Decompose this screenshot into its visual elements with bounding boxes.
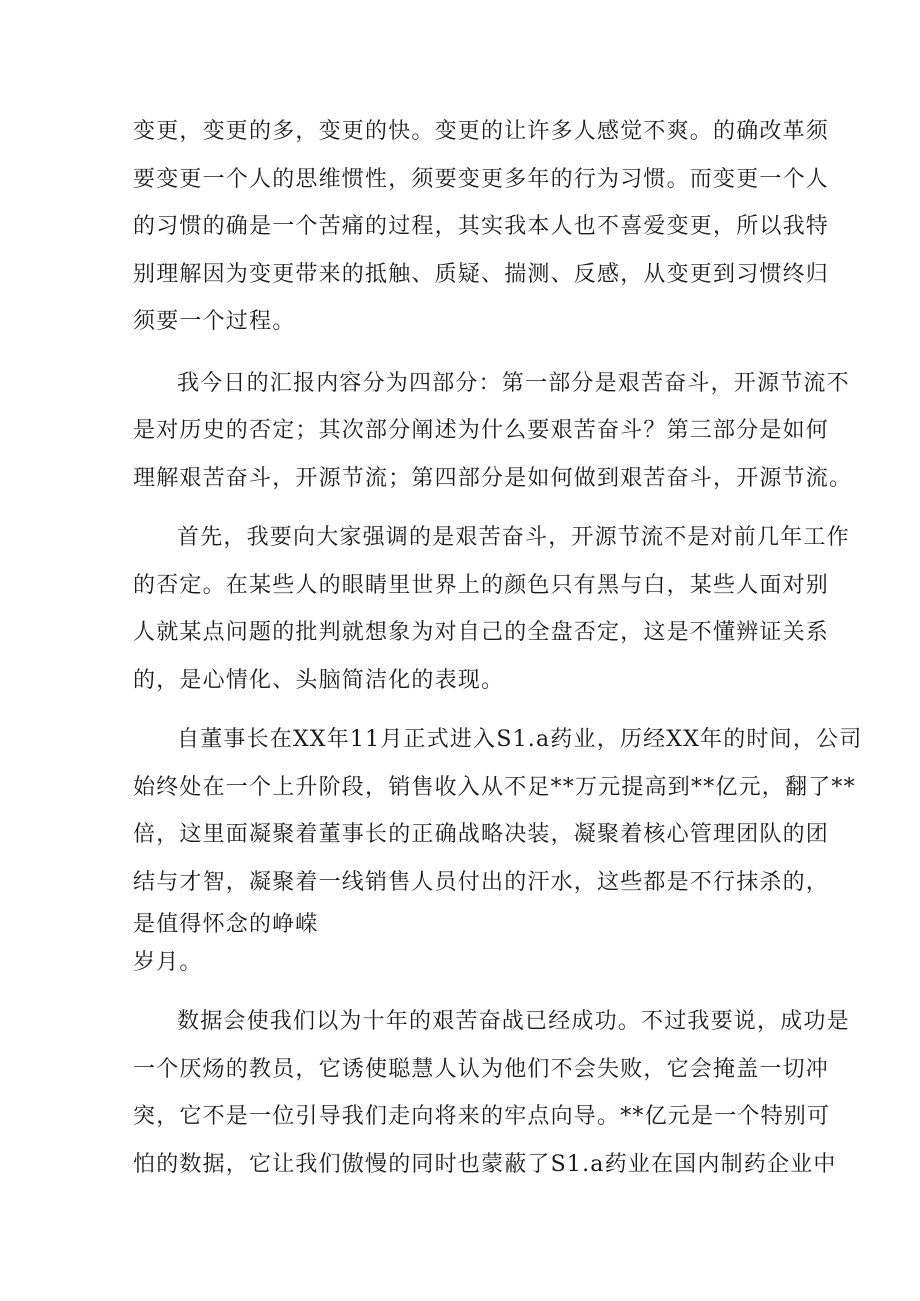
text-line: 的习惯的确是一个苦痛的过程，其实我本人也不喜爱变更，所以我特 <box>133 214 830 239</box>
paragraph-3 <box>133 514 850 704</box>
text-line: 须要一个过程。 <box>133 309 296 334</box>
text-line: 我今日的汇报内容分为四部分：第一部分是艰苦奋斗，开源节流不 <box>177 370 850 396</box>
text-line: 人就某点问题的批判就想象为对自己的全盘否定，这是不懂辨证关系 <box>133 620 830 645</box>
paragraph-4 <box>133 716 863 982</box>
text-line: 数据会使我们以为十年的艰苦奋战已经成功。不过我要说，成功是 <box>177 1009 850 1034</box>
document-body <box>133 108 863 1188</box>
text-line: 结与才智，凝聚着一线销售人员付出的汗水，这些都是不行抹杀的， <box>133 869 830 895</box>
paragraph-5 <box>133 998 850 1188</box>
text-line: 别理解因为变更带来的抵触、质疑、揣测、反感，从变更到习惯终归 <box>133 261 830 287</box>
text-line: 突，它不是一位引导我们走向将来的牢点向导。**亿元是一个特别可 <box>133 1104 831 1129</box>
text-line: 变更，变更的多，变更的快。变更的让许多人感觉不爽。的确改革须 <box>133 119 830 144</box>
text-line: 是对历史的否定；其次部分阐述为什么要艰苦奋斗？第三部分是如何 <box>133 418 830 443</box>
text-line: 的，是心情化、头脑简洁化的表现。 <box>133 667 505 693</box>
text-line: 怕的数据，它让我们傲慢的同时也蒙蔽了S1.a药业在国内制药企业中 <box>133 1151 837 1177</box>
text-line: 要变更一个人的思维惯性，须要变更多年的行为习惯。而变更一个人 <box>133 166 830 192</box>
text-line: 岁月。 <box>133 950 203 975</box>
text-line: 理解艰苦奋斗，开源节流；第四部分是如何做到艰苦奋斗，开源节流。 <box>133 465 853 491</box>
text-line: 首先，我要向大家强调的是艰苦奋斗，开源节流不是对前几年工作 <box>177 525 850 550</box>
text-line: 是值得怀念的峥嵘 <box>133 912 319 937</box>
text-line: 倍，这里面凝聚着董事长的正确战略决装，凝聚着核心管理团队的团 <box>133 822 830 847</box>
paragraph-2 <box>133 360 853 503</box>
text-line: 的否定。在某些人的眼睛里世界上的颜色只有黑与白，某些人面对别 <box>133 572 830 598</box>
paragraph-1 <box>133 108 830 346</box>
text-line: 始终处在一个上升阶段，销售收入从不足**万元提高到**亿元，翻了** <box>133 774 856 800</box>
text-line: 自董事长在XX年11月正式进入S1.a药业，历经XX年的时间，公司 <box>177 727 863 752</box>
text-line: 一个厌炀的教员，它诱使聪慧人认为他们不会失败，它会掩盖一切冲 <box>133 1056 830 1082</box>
